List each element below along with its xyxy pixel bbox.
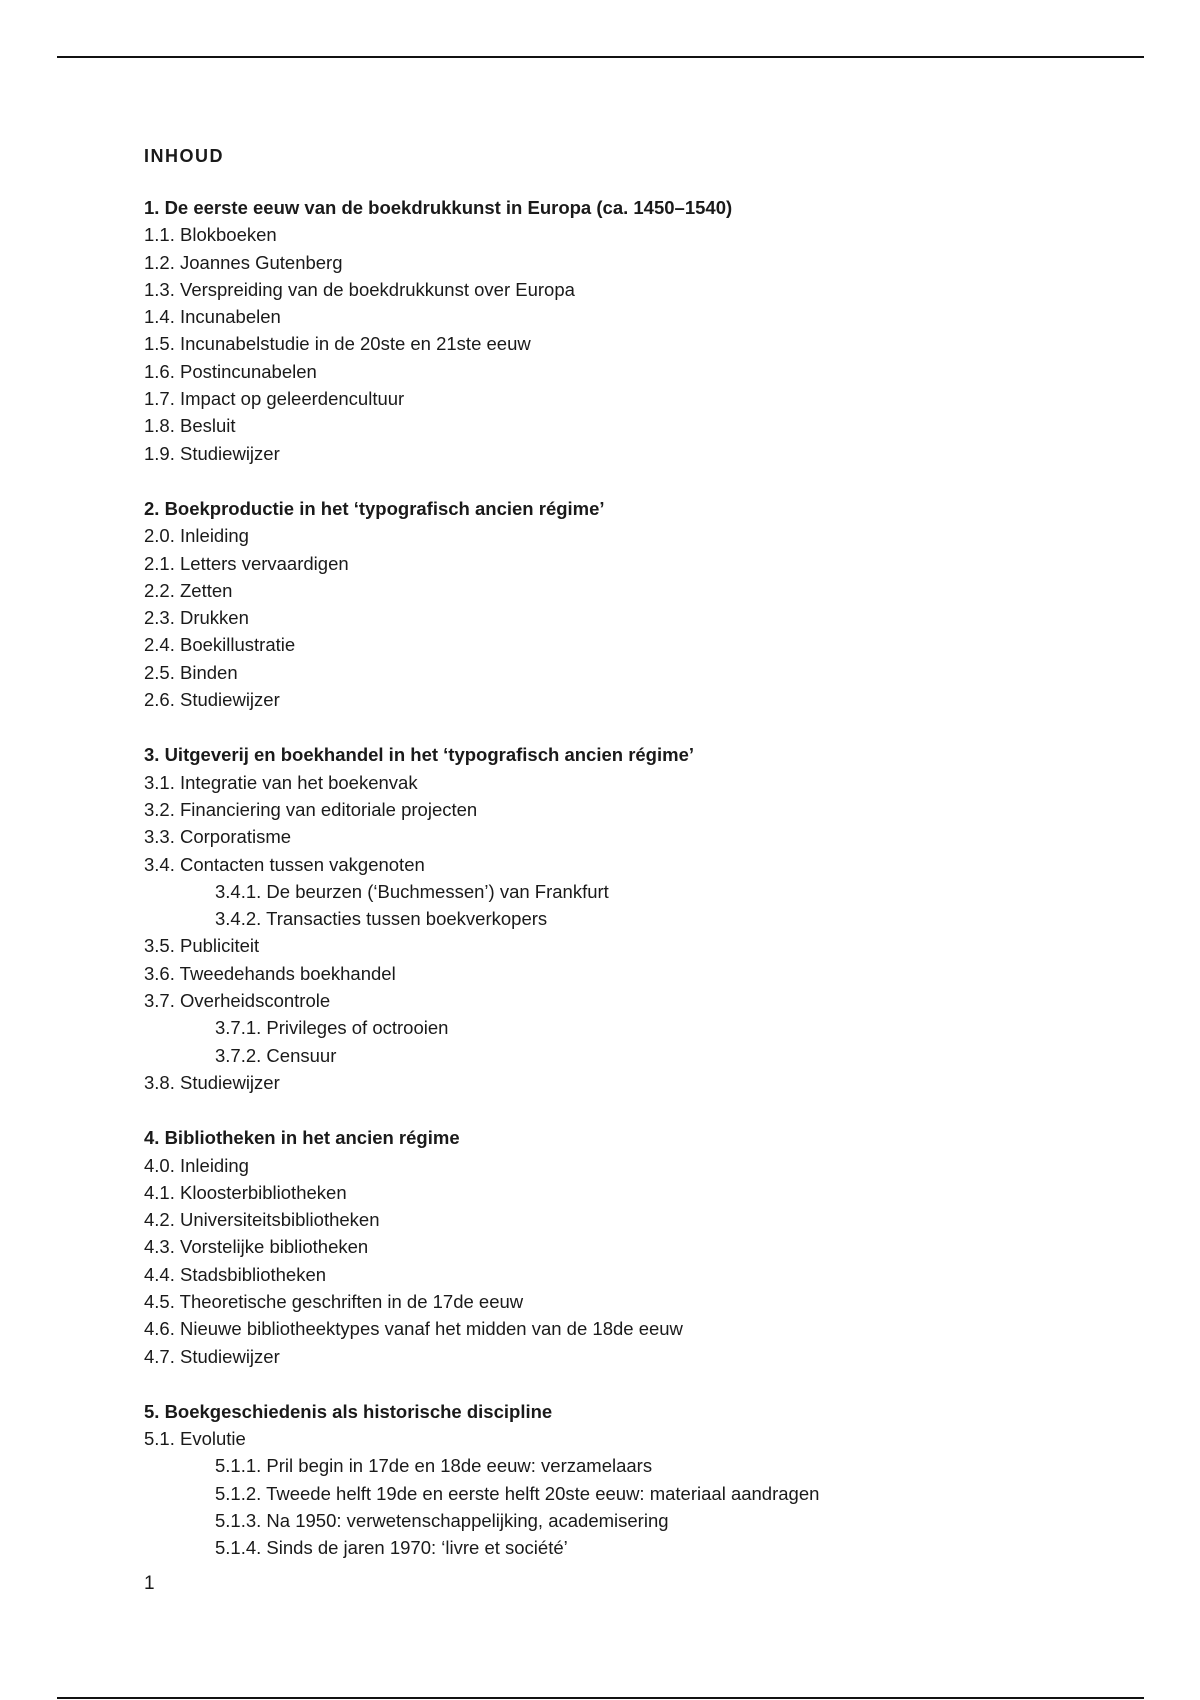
toc-subsubentry: 5.1.4. Sinds de jaren 1970: ‘livre et société’ xyxy=(215,1537,568,1559)
top-rule xyxy=(57,56,1144,58)
toc-entry: 1.4. Incunabelen xyxy=(144,306,281,328)
toc-entry: 3.6. Tweedehands boekhandel xyxy=(144,962,396,984)
toc-entry: 1.2. Joannes Gutenberg xyxy=(144,251,343,273)
toc-section-heading: 3. Uitgeverij en boekhandel in het ‘typografisch ancien régime’ xyxy=(144,744,695,766)
toc-entry: 4.1. Kloosterbibliotheken xyxy=(144,1181,347,1203)
toc-section xyxy=(144,495,1144,713)
toc-section xyxy=(144,1398,1144,1562)
toc-entry: 2.6. Studiewijzer xyxy=(144,689,280,711)
toc-entry: 2.1. Letters vervaardigen xyxy=(144,552,349,574)
toc-entry: 1.9. Studiewijzer xyxy=(144,442,280,464)
toc-entry: 4.0. Inleiding xyxy=(144,1154,249,1176)
toc-entry: 1.8. Besluit xyxy=(144,415,236,437)
toc-entry: 4.2. Universiteitsbibliotheken xyxy=(144,1209,380,1231)
toc-entry: 1.1. Blokboeken xyxy=(144,224,277,246)
table-of-contents xyxy=(144,143,1144,1562)
toc-sections xyxy=(144,194,1144,1562)
toc-entry: 3.3. Corporatisme xyxy=(144,826,292,848)
toc-section-heading: 4. Bibliotheken in het ancien régime xyxy=(144,1127,460,1149)
toc-entry: 2.5. Binden xyxy=(144,661,238,683)
toc-entry: 5.1. Evolutie xyxy=(144,1428,246,1450)
toc-entry: 4.7. Studiewijzer xyxy=(144,1345,280,1367)
toc-entry: 3.7. Overheidscontrole xyxy=(144,990,331,1012)
toc-entry: 4.5. Theoretische geschriften in de 17de eeuw xyxy=(144,1290,524,1312)
toc-entry: 3.1. Integratie van het boekenvak xyxy=(144,771,418,793)
toc-entry: 1.6. Postincunabelen xyxy=(144,360,317,382)
toc-entry: 3.4. Contacten tussen vakgenoten xyxy=(144,853,425,875)
toc-entry: 1.3. Verspreiding van de boekdrukkunst over Europa xyxy=(144,278,575,300)
toc-section-heading: 5. Boekgeschiedenis als historische discipline xyxy=(144,1400,553,1422)
toc-subsubentry: 3.7.2. Censuur xyxy=(215,1044,337,1066)
toc-section xyxy=(144,1124,1144,1370)
toc-entry: 4.4. Stadsbibliotheken xyxy=(144,1263,327,1285)
toc-entry: 4.6. Nieuwe bibliotheektypes vanaf het midden van de 18de eeuw xyxy=(144,1318,683,1340)
toc-section-heading: 1. De eerste eeuw van de boekdrukkunst in Europa (ca. 1450–1540) xyxy=(144,197,733,218)
toc-entry: 2.4. Boekillustratie xyxy=(144,634,296,656)
toc-entry: 1.7. Impact op geleerdencultuur xyxy=(144,388,405,410)
toc-entry: 2.2. Zetten xyxy=(144,579,233,601)
toc-subsubentry: 3.7.1. Privileges of octrooien xyxy=(215,1017,449,1039)
toc-subsubentry: 3.4.1. De beurzen (‘Buchmessen’) van Frankfurt xyxy=(215,880,609,902)
toc-entry: 3.2. Financiering van editoriale projecten xyxy=(144,798,478,820)
toc-section xyxy=(144,194,1144,467)
toc-entry: 3.8. Studiewijzer xyxy=(144,1071,280,1093)
toc-entry: 2.0. Inleiding xyxy=(144,525,249,547)
toc-entry: 4.3. Vorstelijke bibliotheken xyxy=(144,1236,369,1258)
toc-subsubentry: 5.1.2. Tweede helft 19de en eerste helft 20ste eeuw: materiaal aandragen xyxy=(215,1482,820,1504)
toc-entry: 3.5. Publiciteit xyxy=(144,935,260,957)
toc-section-heading: 2. Boekproductie in het ‘typografisch ancien régime’ xyxy=(144,497,605,519)
toc-entry: 1.5. Incunabelstudie in de 20ste en 21ste eeuw xyxy=(144,333,531,355)
toc-subsubentry: 5.1.1. Pril begin in 17de en 18de eeuw: verzamelaars xyxy=(215,1455,653,1477)
toc-section xyxy=(144,741,1144,1096)
toc-title: INHOUD xyxy=(144,146,224,166)
page-number: 1 xyxy=(144,1573,155,1594)
toc-subsubentry: 5.1.3. Na 1950: verwetenschappelijking, academisering xyxy=(215,1510,669,1532)
bottom-rule xyxy=(57,1697,1144,1699)
toc-subsubentry: 3.4.2. Transacties tussen boekverkopers xyxy=(215,908,548,930)
toc-entry: 2.3. Drukken xyxy=(144,607,249,629)
